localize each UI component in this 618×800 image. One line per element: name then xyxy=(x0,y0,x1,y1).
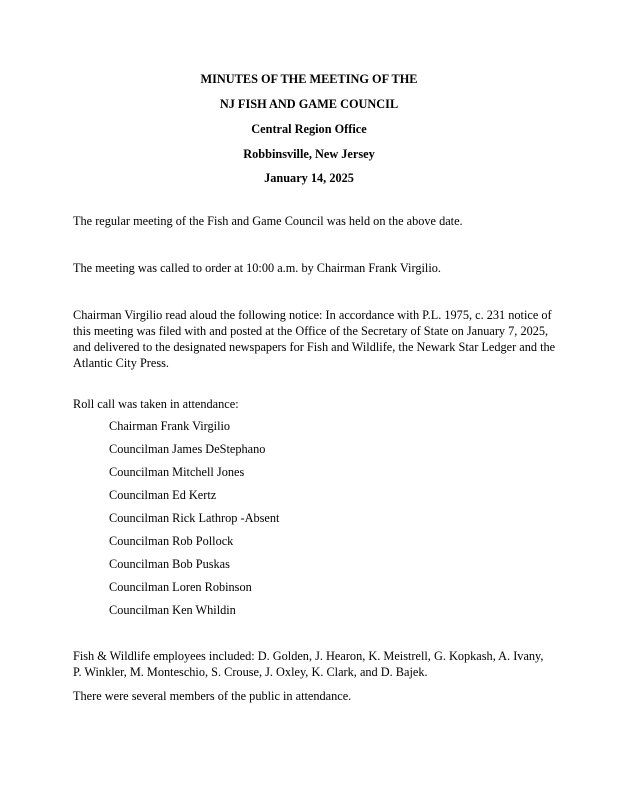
staff-line: Fish & Wildlife employees included: D. Golden, J. Hearon, K. Meistrell, G. Kopkash, A. Ivany, xyxy=(73,649,544,663)
notice-line: Chairman Virgilio read aloud the following notice: In accordance with P.L. 1975, c. 231 notice of xyxy=(73,308,552,322)
roll-call-item: Councilman Ken Whildin xyxy=(109,603,236,617)
paragraph-public-attendance: There were several members of the public in attendance. xyxy=(73,689,352,703)
title-line-date: January 14, 2025 xyxy=(264,171,354,185)
roll-call-item: Councilman Mitchell Jones xyxy=(109,465,245,479)
title-line-office: Central Region Office xyxy=(251,122,367,136)
notice-line: and delivered to the designated newspapers for Fish and Wildlife, the Newark Star Ledger and the xyxy=(73,340,556,354)
notice-line: Atlantic City Press. xyxy=(73,356,169,370)
paragraph-regular-meeting: The regular meeting of the Fish and Game Council was held on the above date. xyxy=(73,214,463,228)
roll-call-item: Councilman Bob Puskas xyxy=(109,557,230,571)
title-line-location: Robbinsville, New Jersey xyxy=(243,147,375,161)
staff-line: P. Winkler, M. Monteschio, S. Crouse, J. Oxley, K. Clark, and D. Bajek. xyxy=(73,665,428,679)
roll-call-item: Councilman Rob Pollock xyxy=(109,534,234,548)
roll-call-intro: Roll call was taken in attendance: xyxy=(73,397,239,411)
roll-call-item: Chairman Frank Virgilio xyxy=(109,419,231,433)
roll-call-item: Councilman Loren Robinson xyxy=(109,580,252,594)
notice-line: this meeting was filed with and posted at the Office of the Secretary of State on January 7, 2025, xyxy=(73,324,549,338)
title-line-minutes: MINUTES OF THE MEETING OF THE xyxy=(200,72,418,86)
roll-call-item: Councilman James DeStephano xyxy=(109,442,266,456)
paragraph-called-to-order: The meeting was called to order at 10:00 a.m. by Chairman Frank Virgilio. xyxy=(73,261,441,275)
roll-call-item: Councilman Ed Kertz xyxy=(109,488,217,502)
title-line-council: NJ FISH AND GAME COUNCIL xyxy=(219,97,399,111)
roll-call-item: Councilman Rick Lathrop -Absent xyxy=(109,511,280,525)
